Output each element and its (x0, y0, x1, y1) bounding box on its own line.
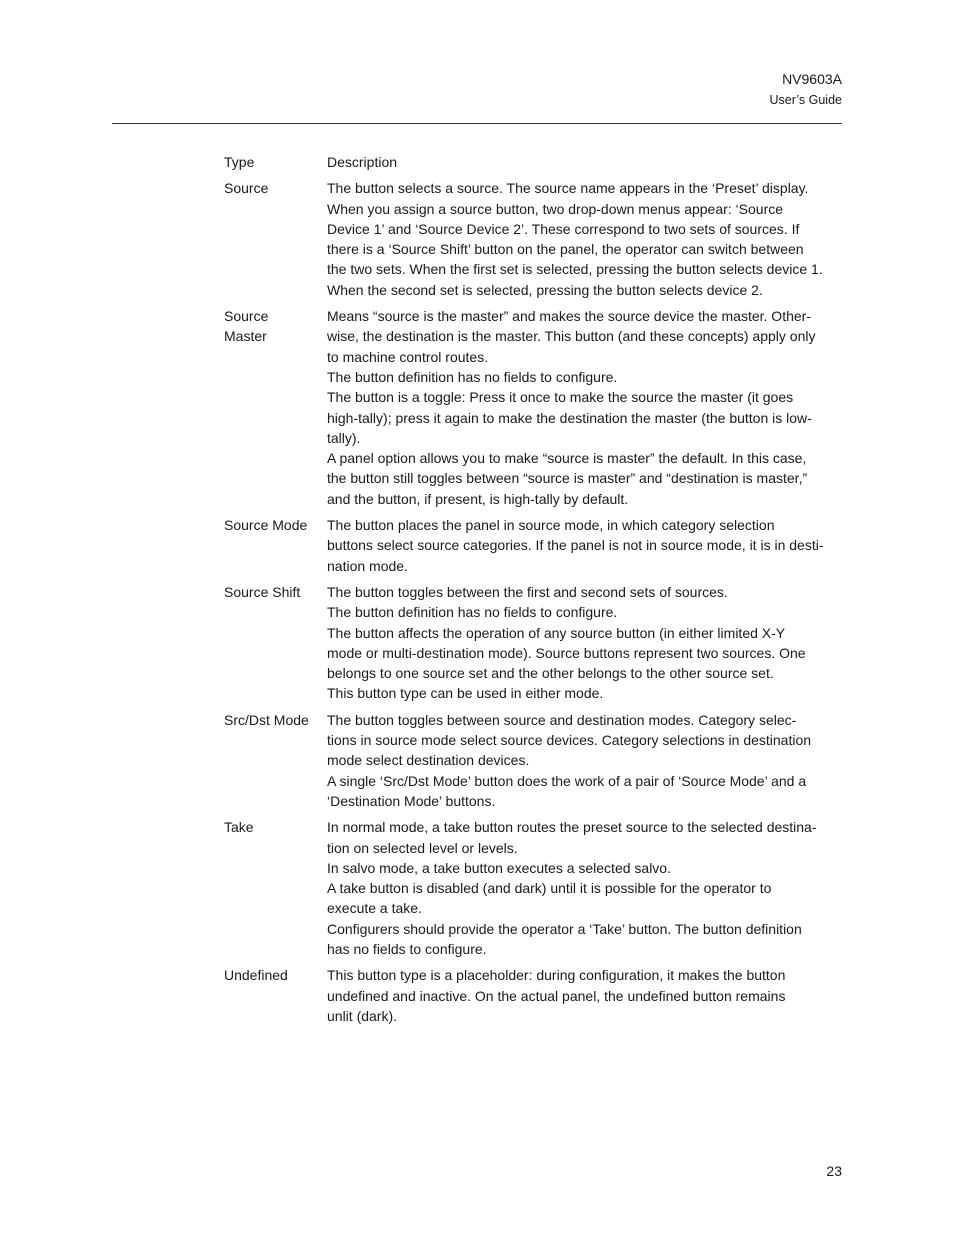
button-type-cell (224, 306, 327, 347)
description-line: the two sets. When the first set is selected, pressing the button selects device 1. (327, 261, 823, 278)
description-line: high-tally); press it again to make the destination the master (the button is low- (327, 409, 812, 426)
button-type-label: Master (224, 328, 267, 345)
description-line: unlit (dark). (327, 1007, 398, 1024)
description-line: The button selects a source. The source name appears in the ‘Preset’ display. (327, 180, 809, 197)
button-type-table (224, 152, 842, 1032)
description-line: When the second set is selected, pressing the button selects device 2. (327, 281, 763, 298)
header-divider (112, 123, 842, 124)
table-row (224, 582, 842, 704)
description-line: Means “source is the master” and makes the source device the master. Other- (327, 308, 811, 325)
button-type-cell (224, 515, 327, 535)
button-type-cell (224, 582, 327, 602)
button-type-cell (224, 817, 327, 837)
description-line: has no fields to configure. (327, 940, 487, 957)
description-line: buttons select source categories. If the panel is not in source mode, it is in desti- (327, 537, 824, 554)
description-line: The button definition has no fields to configure. (327, 368, 618, 385)
button-type-label: Src/Dst Mode (224, 711, 309, 728)
description-line: The button affects the operation of any source button (in either limited X-Y (327, 624, 786, 641)
description-line: tions in source mode select source devices. Category selections in destination (327, 732, 812, 749)
button-type-label: Source Shift (224, 583, 301, 600)
button-type-cell (224, 178, 327, 198)
page-header (770, 70, 843, 109)
description-line: ‘Destination Mode’ buttons. (327, 792, 496, 809)
table-row (224, 178, 842, 300)
description-line: A panel option allows you to make “source is master” the default. In this case, (327, 450, 807, 467)
description-line: nation mode. (327, 557, 408, 574)
button-type-cell (224, 965, 327, 985)
description-line: The button is a toggle: Press it once to make the source the master (it goes (327, 389, 794, 406)
description-line: belongs to one source set and the other belongs to the other source set. (327, 665, 774, 682)
description-line: In salvo mode, a take button executes a selected salvo. (327, 859, 671, 876)
page-number: 23 (826, 1163, 842, 1179)
description-cell (327, 515, 842, 576)
table-row (224, 965, 842, 1026)
description-line: In normal mode, a take button routes the preset source to the selected destina- (327, 819, 817, 836)
description-line: the button still toggles between “source is master” and “destination is master,” (327, 470, 808, 487)
description-cell (327, 178, 842, 300)
button-type-label: Source (224, 180, 269, 197)
description-line: The button places the panel in source mode, in which category selection (327, 517, 775, 534)
description-cell (327, 582, 842, 704)
button-type-label: Undefined (224, 967, 288, 984)
description-column-header: Description (327, 154, 398, 170)
description-line: This button type is a placeholder: during configuration, it makes the button (327, 967, 786, 984)
table-row (224, 306, 842, 509)
header-product-name: NV9603A (782, 71, 842, 87)
description-line: mode or multi-destination mode). Source buttons represent two sources. One (327, 644, 806, 661)
description-line: This button type can be used in either mode. (327, 685, 604, 702)
description-line: When you assign a source button, two drop-down menus appear: ‘Source (327, 200, 784, 217)
description-cell (327, 817, 842, 959)
description-line: tally). (327, 429, 361, 446)
table-row (224, 515, 842, 576)
description-line: mode select destination devices. (327, 752, 530, 769)
description-line: to machine control routes. (327, 348, 489, 365)
description-line: and the button, if present, is high-tally by default. (327, 490, 629, 507)
table-row (224, 817, 842, 959)
header-guide-title: User’s Guide (769, 93, 842, 107)
description-line: A single ‘Src/Dst Mode’ button does the work of a pair of ‘Source Mode’ and a (327, 772, 807, 789)
description-cell (327, 710, 842, 811)
description-cell (327, 306, 842, 509)
description-line: The button toggles between the first and second sets of sources. (327, 583, 728, 600)
description-line: there is a ‘Source Shift’ button on the panel, the operator can switch between (327, 241, 804, 258)
description-line: The button toggles between source and destination modes. Category selec- (327, 711, 797, 728)
button-type-cell (224, 710, 327, 730)
description-line: A take button is disabled (and dark) until it is possible for the operator to (327, 880, 772, 897)
description-line: The button definition has no fields to configure. (327, 604, 618, 621)
button-type-label: Source Mode (224, 517, 308, 534)
description-line: Configurers should provide the operator a ‘Take’ button. The button definition (327, 920, 802, 937)
description-line: undefined and inactive. On the actual panel, the undefined button remains (327, 987, 786, 1004)
description-line: Device 1’ and ‘Source Device 2’. These correspond to two sets of sources. If (327, 220, 800, 237)
button-type-label: Take (224, 819, 254, 836)
description-cell (327, 965, 842, 1026)
description-line: tion on selected level or levels. (327, 839, 518, 856)
type-column-header: Type (224, 154, 255, 170)
table-header-row (224, 152, 842, 172)
table-body (224, 178, 842, 1026)
table-row (224, 710, 842, 811)
description-line: wise, the destination is the master. This button (and these concepts) apply only (327, 328, 816, 345)
description-line: execute a take. (327, 900, 422, 917)
button-type-label: Source (224, 308, 269, 325)
